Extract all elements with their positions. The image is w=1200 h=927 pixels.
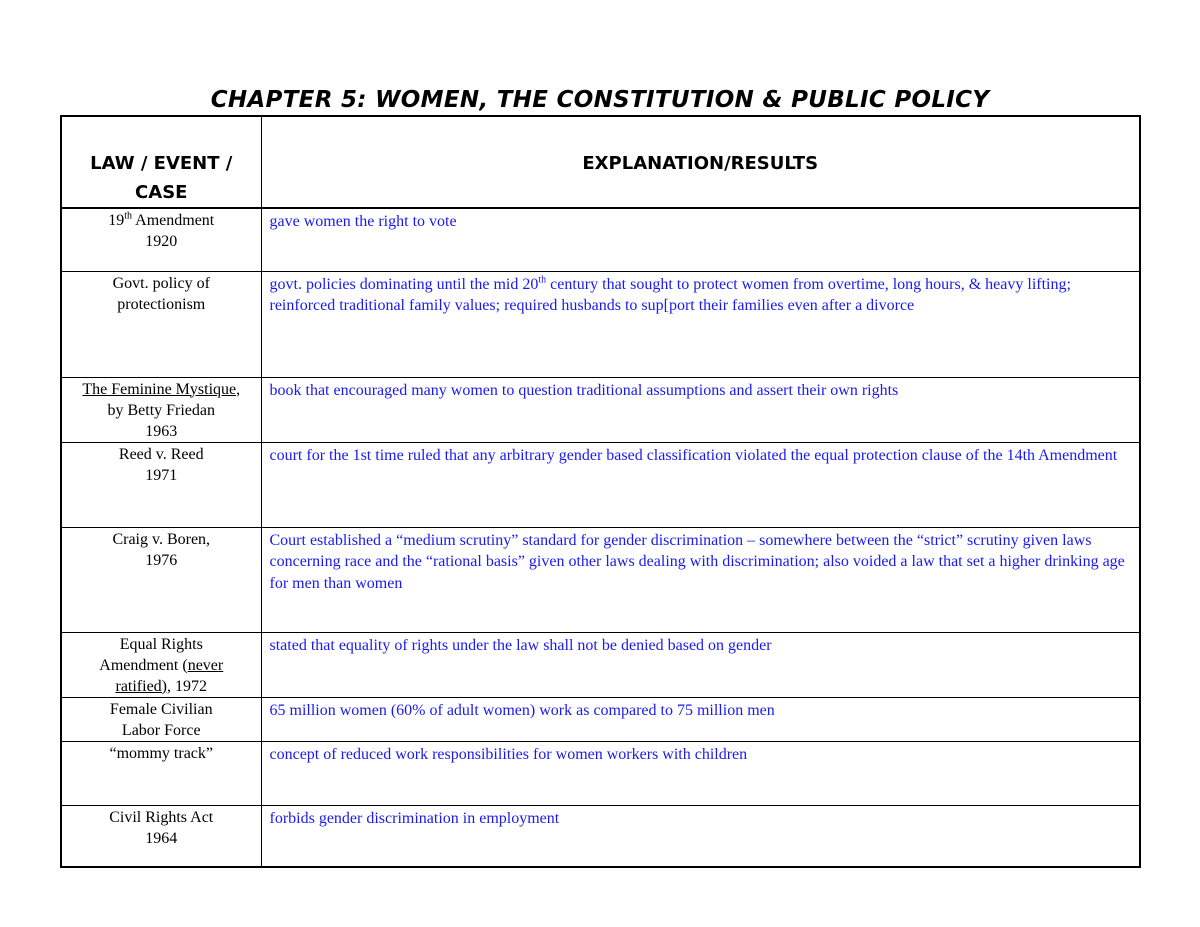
law-text: by Betty Friedan (107, 401, 216, 419)
explanation-cell: stated that equality of rights under the law shall not be denied based on gender (261, 632, 1140, 697)
law-cell (61, 741, 261, 805)
explanation-cell: gave women the right to vote (261, 208, 1140, 271)
law-text: Equal Rights (119, 635, 203, 653)
law-year: , 1972 (167, 677, 208, 695)
law-superscript: th (124, 210, 133, 222)
header-explanation-results: EXPLANATION/RESULTS (261, 116, 1140, 208)
law-text: Amendment ( (99, 656, 188, 674)
table-row (61, 741, 1140, 805)
law-year: 1976 (145, 551, 178, 569)
law-cell (61, 805, 261, 867)
law-cell (61, 271, 261, 377)
law-cell (61, 697, 261, 741)
law-text: “mommy track” (109, 744, 213, 762)
law-cell (61, 377, 261, 442)
law-text-underlined: never (187, 656, 224, 674)
law-year: 1920 (145, 233, 178, 250)
law-text: Amendment (132, 212, 215, 229)
law-cell (61, 442, 261, 527)
table-row (61, 377, 1140, 442)
explanation-cell: book that encouraged many women to question traditional assumptions and assert their own rights (261, 377, 1140, 442)
law-year: 1963 (145, 422, 178, 440)
law-text: Female Civilian (109, 700, 213, 718)
table-header-row (61, 116, 1140, 208)
table-row (61, 632, 1140, 697)
law-text: Reed v. Reed (118, 445, 204, 463)
explanation-cell: court for the 1st time ruled that any arbitrary gender based classification violated the equal protection clause of the 14th Amendment (261, 442, 1140, 527)
explanation-cell: Court established a “medium scrutiny” standard for gender discrimination – somewhere between the “strict” scrutiny given laws concerning race and the “rational basis” given other laws dealing with discrimination; also voided a law that set a higher drinking age for men than women (261, 527, 1140, 632)
law-cell (61, 527, 261, 632)
law-text: Govt. policy of (112, 274, 210, 292)
header-law-event-case: LAW / EVENT / CASE (61, 116, 261, 208)
law-text: 19 (108, 212, 125, 229)
table-row (61, 527, 1140, 632)
law-text-underlined: ratified) (115, 677, 168, 695)
explanation-cell: 65 million women (60% of adult women) work as compared to 75 million men (261, 697, 1140, 741)
law-year: 1971 (145, 466, 178, 484)
book-title: The Feminine Mystique, (82, 380, 241, 398)
law-cell (61, 208, 261, 271)
explanation-cell: forbids gender discrimination in employment (261, 805, 1140, 867)
law-cell (61, 632, 261, 697)
page-title: CHAPTER 5: WOMEN, THE CONSTITUTION & PUBLIC POLICY (210, 87, 990, 113)
law-text: Labor Force (121, 721, 201, 739)
explanation-cell: concept of reduced work responsibilities for women workers with children (261, 741, 1140, 805)
explanation-superscript: th (538, 274, 547, 286)
law-year: 1964 (145, 829, 178, 847)
table-row (61, 271, 1140, 377)
law-table (60, 115, 1141, 868)
table-row (61, 442, 1140, 527)
law-text: protectionism (117, 295, 206, 313)
explanation-text: govt. policies dominating until the mid 20 (269, 275, 539, 293)
table-row (61, 805, 1140, 867)
explanation-text: century that sought to protect women from overtime, long hours, & heavy lifting; reinforced traditional family values; required husbands to sup[port their families even after a divorce (269, 275, 1071, 314)
explanation-cell (261, 271, 1140, 377)
table-row (61, 697, 1140, 741)
table-row (61, 208, 1140, 271)
law-text: Craig v. Boren, (112, 530, 211, 548)
law-text: Civil Rights Act (109, 808, 214, 826)
